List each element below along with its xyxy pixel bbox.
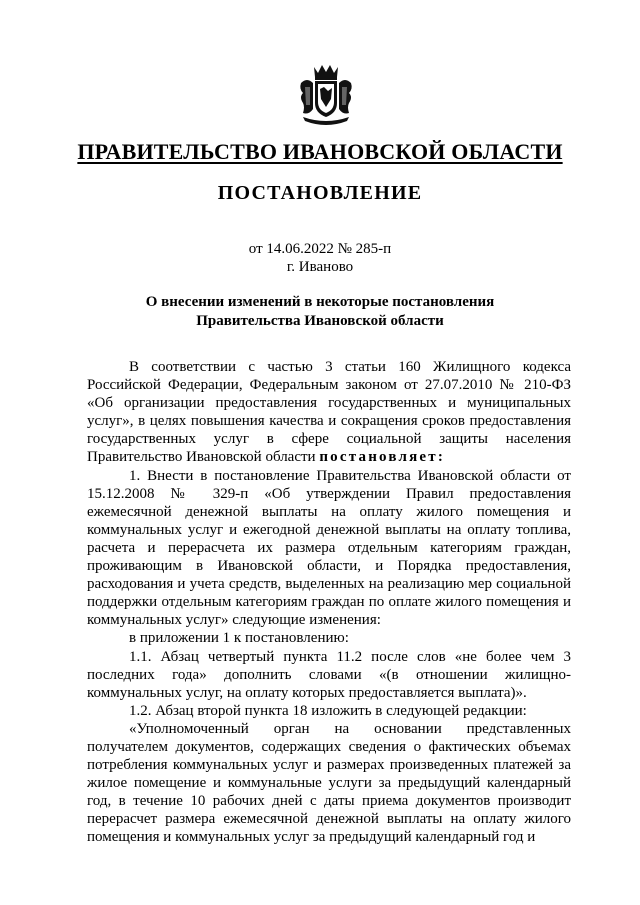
document-meta <box>0 240 640 276</box>
subject-line-2: Правительства Ивановской области <box>196 313 444 329</box>
city: г. Иваново <box>286 259 354 275</box>
preamble-text: В соответствии с частью 3 статьи 160 Жилищного кодекса Российской Федерации, Федеральным законом от 27.07.2010 № 210-ФЗ «Об организации предоставления государственных и муниципальных услуг», в целях повышения качества и сокращения сроков предоставления государственных услуг в сфере социальной защиты населения Правительство Ивановской области <box>87 359 571 466</box>
paragraph-1: 1. Внести в постановление Правительства Ивановской области от 15.12.2008 № 329-п «Об утверждении Правил предоставления ежемесячной денежной выплаты на оплату жилого помещения и коммунальных услуг и ежегодной денежной выплаты на оплату топлива, расчета и перерасчета их размера отдельным категориям граждан, проживающим в Ивановской области, и Порядка предоставления, расходования и учета средств, выделенных на реализацию мер социальной поддержки отдельным категориям граждан по оплате жилого помещения и коммунальных услуг» следующие изменения: <box>87 467 571 629</box>
document-type-title: ПОСТАНОВЛЕНИЕ <box>217 182 423 204</box>
preamble-paragraph <box>87 358 571 467</box>
date-number: от 14.06.2022 № 285-п <box>248 241 392 257</box>
coat-of-arms-emblem <box>297 63 355 127</box>
government-title-text: ПРАВИТЕЛЬСТВО ИВАНОВСКОЙ ОБЛАСТИ <box>77 139 563 164</box>
document-body <box>87 358 571 847</box>
paragraph-1-1: 1.1. Абзац четвертый пункта 11.2 после слов «не более чем 3 последних года» дополнить словами «(в отношении жилищно-коммунальных услуг, на оплату которых предоставляется выплата)». <box>87 648 571 701</box>
government-title <box>0 139 640 165</box>
paragraph-2: в приложении 1 к постановлению: <box>129 630 349 647</box>
quoted-paragraph: «Уполномоченный орган на основании представленных получателем документов, содержащих сведения о фактических объемах потребления коммунальных услуг и размерах произведенных платежей за жилое помещение и коммунальные услуги за предыдущий календарный год, в течение 10 рабочих дней с даты приема документов производит перерасчет размера ежемесячной денежной выплаты на оплату жилого помещения и коммунальных услуг за предыдущий календарный год и <box>87 720 571 846</box>
resolves-word: постановляет: <box>319 449 446 466</box>
document-subject <box>0 293 640 331</box>
subject-line-1: О внесении изменений в некоторые постановления <box>145 294 495 310</box>
paragraph-1-2: 1.2. Абзац второй пункта 18 изложить в следующей редакции: <box>129 702 527 719</box>
